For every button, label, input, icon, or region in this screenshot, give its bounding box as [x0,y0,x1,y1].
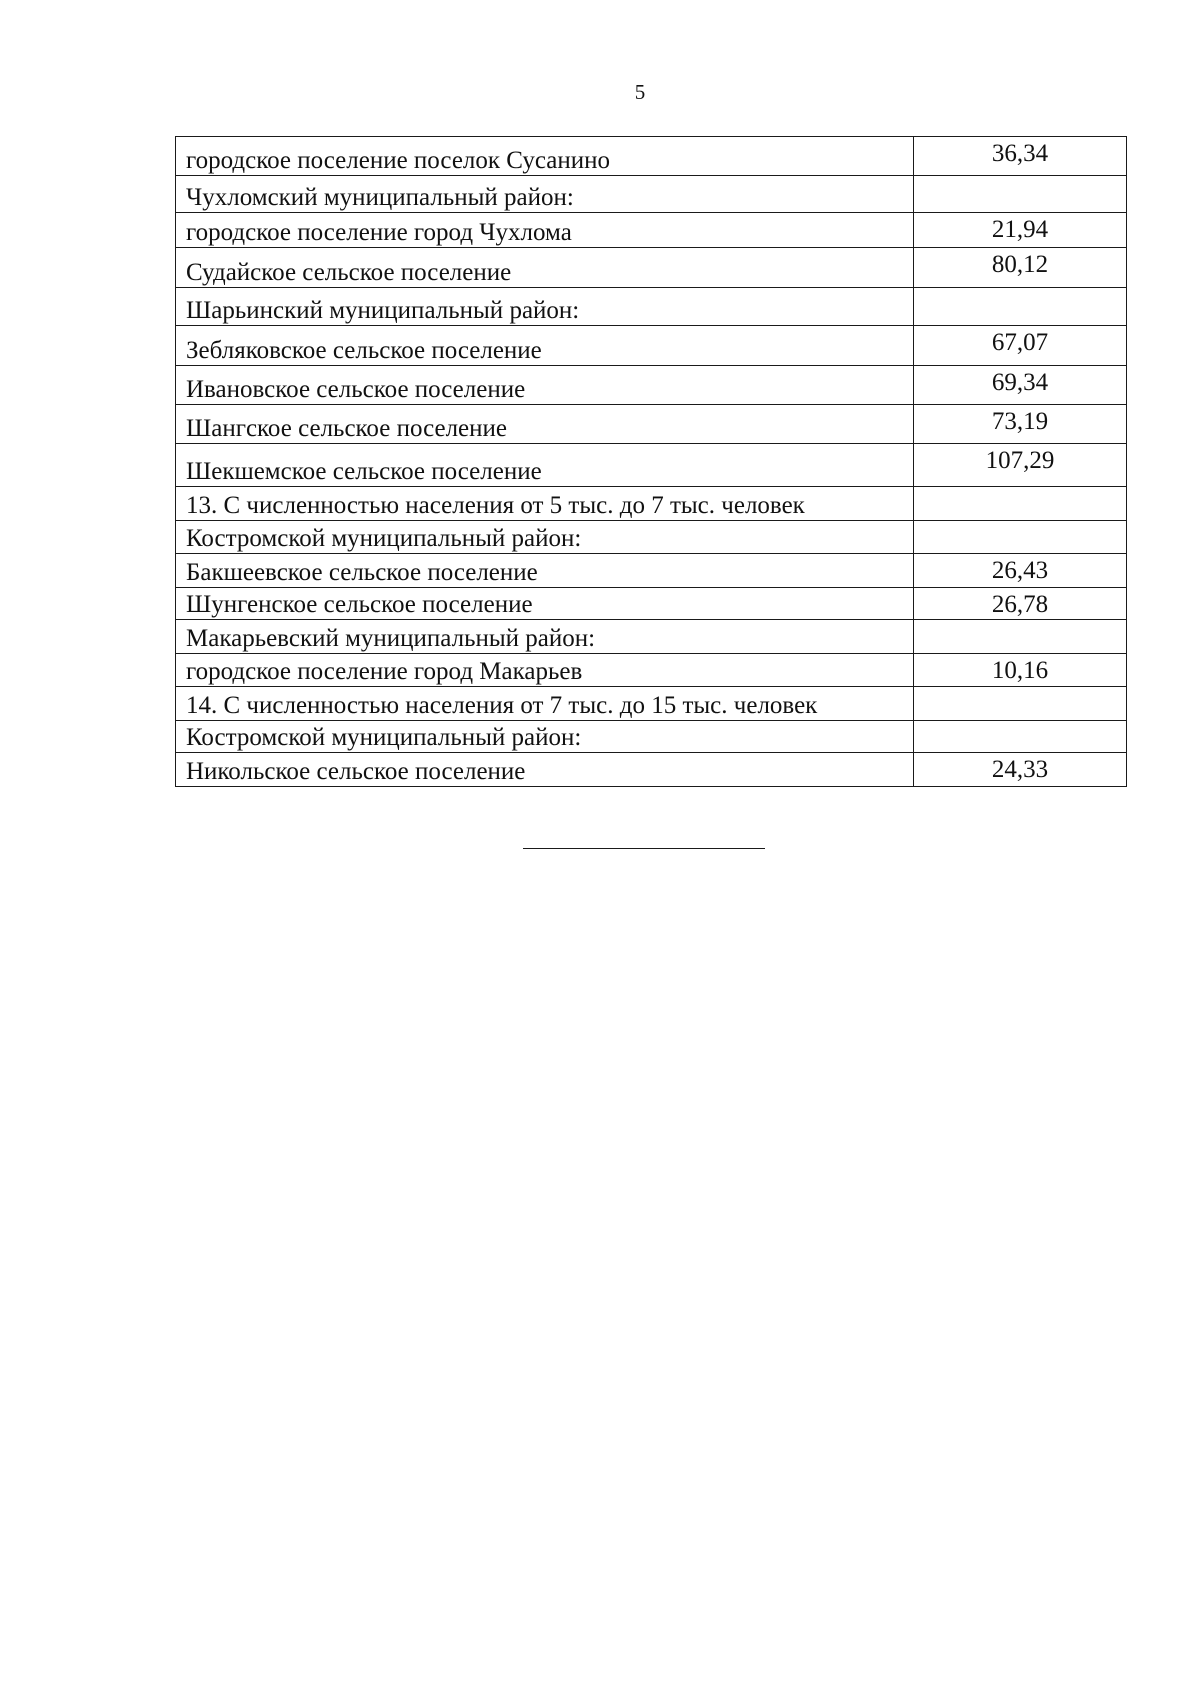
value-cell [914,521,1127,554]
value-cell: 21,94 [914,213,1127,248]
table-row [176,588,1127,620]
value-cell: 26,43 [914,554,1127,588]
table-row [176,405,1127,444]
settlement-name-cell: Шекшемское сельское поселение [176,444,914,487]
settlement-name-cell: Шунгенское сельское поселение [176,588,914,620]
value-cell: 67,07 [914,326,1127,366]
district-header-cell: Чухломский муниципальный район: [176,176,914,213]
value-cell [914,687,1127,721]
section-header-cell: 13. С численностью населения от 5 тыс. до 7 тыс. человек [176,487,914,521]
table-row [176,654,1127,687]
value-cell: 24,33 [914,753,1127,787]
table-row [176,137,1127,176]
value-cell: 10,16 [914,654,1127,687]
value-cell [914,487,1127,521]
value-cell: 107,29 [914,444,1127,487]
table-row [176,176,1127,213]
district-header-cell: Костромской муниципальный район: [176,721,914,753]
settlement-name-cell: Зебляковское сельское поселение [176,326,914,366]
table-row [176,687,1127,721]
table-row [176,444,1127,487]
settlement-name-cell: Никольское сельское поселение [176,753,914,787]
settlement-name-cell: Ивановское сельское поселение [176,366,914,405]
settlement-name-cell: городское поселение поселок Сусанино [176,137,914,176]
value-cell [914,620,1127,654]
table-row [176,213,1127,248]
value-cell [914,288,1127,326]
value-cell: 73,19 [914,405,1127,444]
table-row [176,620,1127,654]
settlement-name-cell: городское поселение город Макарьев [176,654,914,687]
value-cell: 36,34 [914,137,1127,176]
value-cell: 26,78 [914,588,1127,620]
settlements-table [175,136,1127,787]
table-row [176,326,1127,366]
settlement-name-cell: Бакшеевское сельское поселение [176,554,914,588]
table-row [176,366,1127,405]
section-header-cell: 14. С численностью населения от 7 тыс. до 15 тыс. человек [176,687,914,721]
table-row [176,288,1127,326]
district-header-cell: Костромской муниципальный район: [176,521,914,554]
table-row [176,753,1127,787]
settlement-name-cell: городское поселение город Чухлома [176,213,914,248]
table-row [176,248,1127,288]
district-header-cell: Шарьинский муниципальный район: [176,288,914,326]
settlement-name-cell: Судайское сельское поселение [176,248,914,288]
settlement-name-cell: Шангское сельское поселение [176,405,914,444]
value-cell [914,176,1127,213]
table-row [176,554,1127,588]
page-number: 5 [634,80,646,104]
value-cell: 80,12 [914,248,1127,288]
value-cell [914,721,1127,753]
value-cell: 69,34 [914,366,1127,405]
table-row [176,721,1127,753]
district-header-cell: Макарьевский муниципальный район: [176,620,914,654]
table-row [176,521,1127,554]
end-divider [523,848,765,849]
table-row [176,487,1127,521]
